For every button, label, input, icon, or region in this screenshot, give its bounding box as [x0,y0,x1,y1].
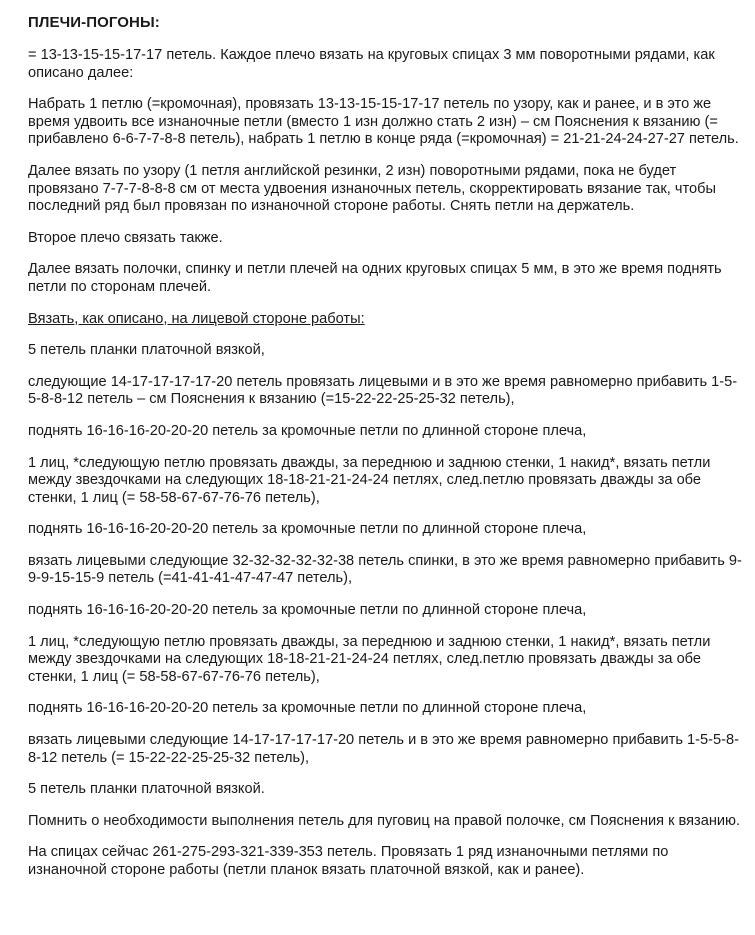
paragraph-5: Далее вязать полочки, спинку и петли плечей на одних круговых спицах 5 мм, в это же время поднять петли по сторонам плечей. [28,261,722,295]
paragraph-11: поднять 16-16-16-20-20-20 петель за кромочные петли по длинной стороне плеча, [28,521,587,538]
paragraph-1: = 13-13-15-15-17-17 петель. Каждое плечо вязать на круговых спицах 3 мм поворотными рядами, как описано далее: [28,47,715,81]
paragraph-19: На спицах сейчас 261-275-293-321-339-353 петель. Провязать 1 ряд изнаночными петлями по изнаночной стороне работы (петли планок вязать платочной вязкой, как и ранее). [28,844,669,878]
paragraph-9: поднять 16-16-16-20-20-20 петель за кромочные петли по длинной стороне плеча, [28,422,587,439]
paragraph-4: Второе плечо связать также. [28,229,223,246]
paragraph-7: 5 петель планки платочной вязкой, [28,342,265,359]
paragraph-13: поднять 16-16-16-20-20-20 петель за кромочные петли по длинной стороне плеча, [28,602,587,619]
paragraph-16: вязать лицевыми следующие 14-17-17-17-17-20 петель и в это же время равномерно прибавить 1-5-5-8-8-12 петель (= 15-22-22-25-25-32 петель), [28,732,739,766]
section-title: ПЛЕЧИ-ПОГОНЫ: [28,14,160,31]
paragraph-6-underlined-heading: Вязать, как описано, на лицевой стороне работы: [28,310,365,327]
paragraph-3: Далее вязать по узору (1 петля английской резинки, 2 изн) поворотными рядами, пока не будет провязано 7-7-7-8-8-8 см от места удвоения изнаночных петель, скорректировать вязание так, чтобы последний ряд был провязан по изнаночной стороне работы. Снять петли на держатель. [28,162,716,215]
paragraph-17: 5 петель планки платочной вязкой. [28,781,265,798]
paragraph-18: Помнить о необходимости выполнения петель для пуговиц на правой полочке, см Пояснения к вязанию. [28,812,741,829]
paragraph-2: Набрать 1 петлю (=кромочная), провязать 13-13-15-15-17-17 петель по узору, как и ранее, и в это же время удвоить все изнаночные петли (вместо 1 изн должно стать 2 изн) – см Пояснения к вязанию (= прибавлено 6-6-7-7-8-8 петель), набрать 1 петлю в конце ряда (=кромочная) = 21-21-24-24-27-27 петель. [28,96,739,148]
paragraph-14: 1 лиц, *следующую петлю провязать дважды, за переднюю и заднюю стенки, 1 накид*, вязать петли между звездочками на следующих 18-18-21-21-24-24 петлях, след.петлю провязать дважды за обе стенки, 1 лиц (= 58-58-67-67-76-76 петель), [28,633,711,685]
paragraph-15: поднять 16-16-16-20-20-20 петель за кромочные петли по длинной стороне плеча, [28,700,587,717]
paragraph-8: следующие 14-17-17-17-17-20 петель провязать лицевыми и в это же время равномерно прибавить 1-5-5-8-8-12 петель – см Пояснения к вязанию (=15-22-22-25-25-32 петель), [28,373,738,408]
paragraph-12: вязать лицевыми следующие 32-32-32-32-32-38 петель спинки, в это же время равномерно прибавить 9-9-9-15-15-9 петель (=41-41-41-47-47-47 петель), [28,552,742,587]
paragraph-10: 1 лиц, *следующую петлю провязать дважды, за переднюю и заднюю стенки, 1 накид*, вязать петли между звездочками на следующих 18-18-21-21-24-24 петлях, след.петлю провязать дважды за обе стенки, 1 лиц (= 58-58-67-67-76-76 петель), [28,454,711,506]
